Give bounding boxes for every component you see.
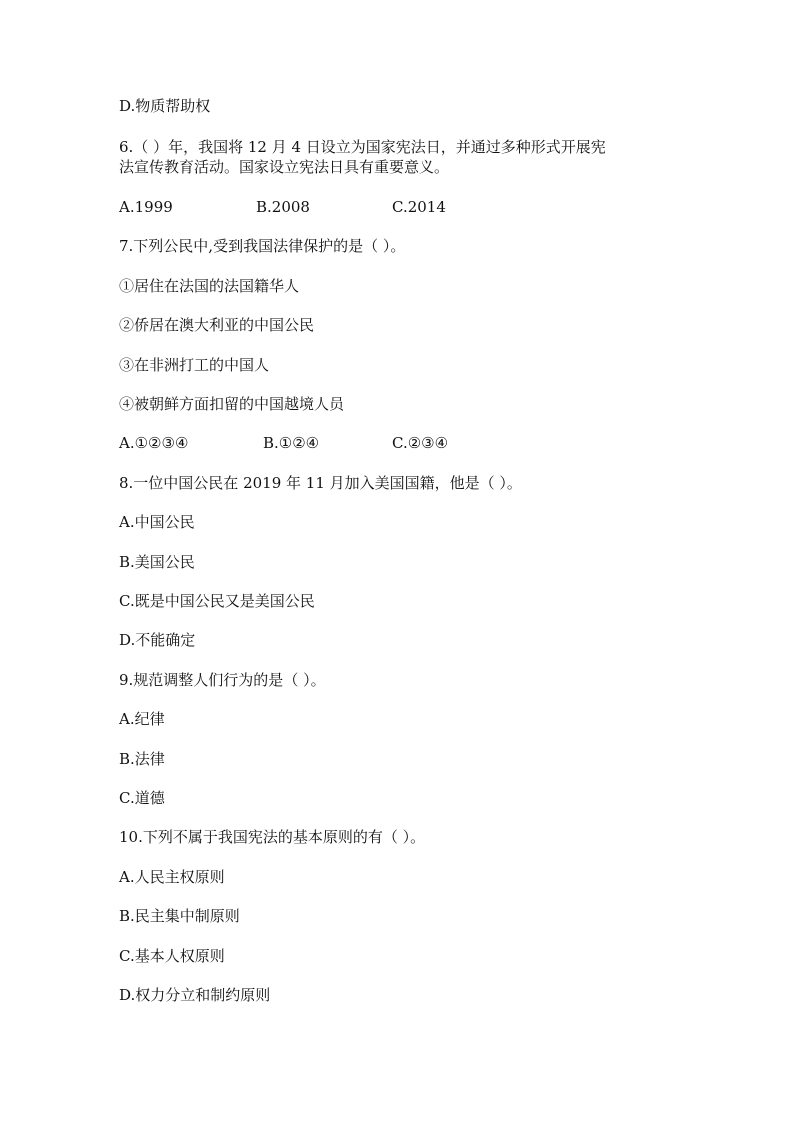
q8-stem: 8.一位中国公民在 2019 年 11 月加入美国国籍，他是（ ）。 xyxy=(119,474,522,492)
q6-stem-line1: 6.（ ）年，我国将 12 月 4 日设立为国家宪法日，并通过多种形式开展宪 xyxy=(119,138,606,156)
q9-option-a: A.纪律 xyxy=(119,710,165,728)
q10-stem: 10.下列不属于我国宪法的基本原则的有（ ）。 xyxy=(119,828,426,846)
q7-option-a: A.①②③④ xyxy=(119,434,189,452)
q6-stem-line2: 法宣传教育活动。国家设立宪法日具有重要意义。 xyxy=(119,158,450,176)
q8-option-a: A.中国公民 xyxy=(119,513,195,531)
q10-option-c: C.基本人权原则 xyxy=(119,947,225,965)
q7-option-c: C.②③④ xyxy=(392,434,449,452)
q8-option-c: C.既是中国公民又是美国公民 xyxy=(119,592,315,610)
q9-option-c: C.道德 xyxy=(119,789,165,807)
q7-item-4: ④被朝鲜方面扣留的中国越境人员 xyxy=(119,395,345,413)
q7-item-2: ②侨居在澳大利亚的中国公民 xyxy=(119,316,315,334)
q10-option-a: A.人民主权原则 xyxy=(119,868,225,886)
q6-option-b: B.2008 xyxy=(256,198,310,216)
q8-option-d: D.不能确定 xyxy=(119,631,196,649)
q6-option-a: A.1999 xyxy=(119,198,173,216)
q7-option-b: B.①②④ xyxy=(263,434,320,452)
q9-option-b: B.法律 xyxy=(119,750,165,768)
q10-option-d: D.权力分立和制约原则 xyxy=(119,986,271,1004)
q7-item-1: ①居住在法国的法国籍华人 xyxy=(119,277,300,295)
q10-option-b: B.民主集中制原则 xyxy=(119,907,240,925)
q8-option-b: B.美国公民 xyxy=(119,553,195,571)
q9-stem: 9.规范调整人们行为的是（ ）。 xyxy=(119,671,326,689)
q6-option-c: C.2014 xyxy=(392,198,446,216)
q5-option-d: D.物质帮助权 xyxy=(119,97,211,115)
q7-item-3: ③在非洲打工的中国人 xyxy=(119,356,270,374)
q7-stem: 7.下列公民中,受到我国法律保护的是（ ）。 xyxy=(119,237,406,255)
